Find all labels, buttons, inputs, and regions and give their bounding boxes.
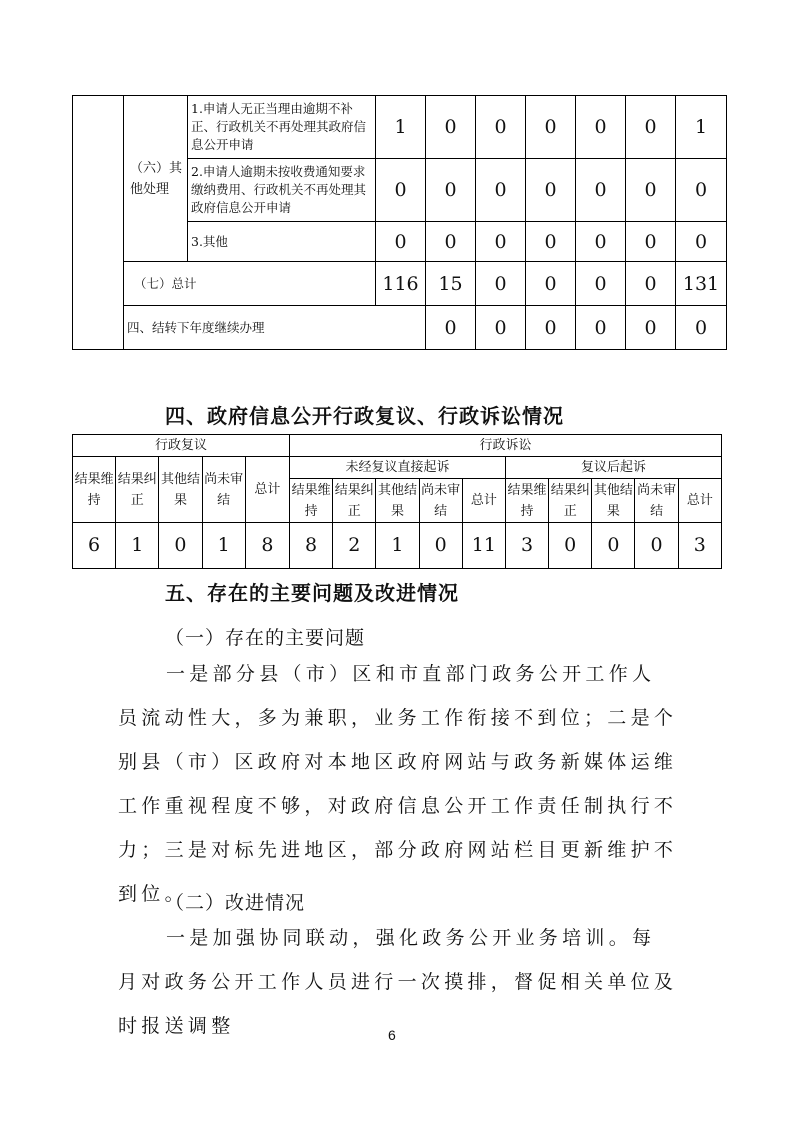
cell-value: 0 (626, 222, 676, 262)
cell-value: 0 (549, 523, 592, 569)
table-row (73, 96, 727, 159)
column-header: 其他结果 (159, 457, 202, 523)
subsection-1-title: （一）存在的主要问题 (165, 627, 366, 649)
cell-value: 131 (676, 262, 727, 306)
cell-value: 0 (476, 96, 526, 159)
cell-value: 8 (245, 523, 289, 569)
column-header: 总计 (245, 457, 289, 523)
category-label: （六）其他处理 (124, 96, 188, 262)
column-header: 尚未审结 (635, 479, 678, 523)
carry-row (73, 306, 727, 350)
total-label: （七）总计 (124, 262, 376, 306)
row-label: 2.申请人逾期未按收费通知要求缴纳费用、行政机关不再处理其政府信息公开申请 (188, 159, 376, 222)
cell-value: 0 (626, 262, 676, 306)
header-after: 复议后起诉 (505, 457, 721, 479)
table-row (73, 457, 722, 479)
cell-value: 0 (426, 306, 476, 350)
cell-value: 1 (376, 96, 426, 159)
header-review: 行政复议 (73, 435, 290, 457)
review-litigation-table (72, 434, 722, 569)
row-label: 1.申请人无正当理由逾期不补正、行政机关不再处理其政府信息公开申请 (188, 96, 376, 159)
cell-value: 0 (476, 222, 526, 262)
cell-value: 0 (376, 222, 426, 262)
cell-value: 15 (426, 262, 476, 306)
paragraph-improvements: 一是加强协同联动，强化政务公开业务培训。每月对政务公开工作人员进行一次摸排，督促相关单位及时报送调整 (118, 927, 678, 1037)
cell-value: 0 (576, 159, 626, 222)
cell-value: 0 (626, 159, 676, 222)
table-row (73, 523, 722, 569)
cell-value: 0 (526, 262, 576, 306)
section-5-title: 五、存在的主要问题及改进情况 (165, 581, 459, 605)
section-4-title: 四、政府信息公开行政复议、行政诉讼情况 (165, 404, 564, 428)
column-header: 结果纠正 (116, 457, 159, 523)
cell-value: 0 (576, 222, 626, 262)
cell-value: 3 (678, 523, 721, 569)
cell-value: 0 (476, 306, 526, 350)
row-label: 3.其他 (188, 222, 376, 262)
disposal-table (72, 95, 727, 350)
column-header: 结果纠正 (549, 479, 592, 523)
column-header: 其他结果 (376, 479, 419, 523)
column-header: 结果纠正 (333, 479, 376, 523)
column-header: 结果维持 (505, 479, 548, 523)
cell-value: 6 (73, 523, 116, 569)
cell-value: 0 (426, 159, 476, 222)
cell-value: 0 (526, 306, 576, 350)
cell-value: 0 (159, 523, 202, 569)
cell-value: 0 (376, 159, 426, 222)
cell-value: 3 (505, 523, 548, 569)
header-direct: 未经复议直接起诉 (289, 457, 505, 479)
cell-value: 8 (289, 523, 332, 569)
cell-value: 0 (526, 159, 576, 222)
column-header: 总计 (678, 479, 721, 523)
cell-value: 0 (576, 306, 626, 350)
cell-value: 0 (592, 523, 635, 569)
cell-value: 0 (526, 96, 576, 159)
cell-value: 0 (676, 306, 727, 350)
cell-value: 0 (635, 523, 678, 569)
cell-value: 1 (202, 523, 245, 569)
subsection-2-title: （二）改进情况 (165, 892, 306, 914)
header-litigation: 行政诉讼 (289, 435, 721, 457)
cell-value: 0 (676, 159, 727, 222)
cell-value: 0 (526, 222, 576, 262)
column-header: 结果维持 (73, 457, 116, 523)
cell-value: 0 (476, 159, 526, 222)
cell-value: 0 (419, 523, 462, 569)
column-header: 尚未审结 (419, 479, 462, 523)
blank-cell (73, 96, 124, 350)
column-header: 结果维持 (289, 479, 332, 523)
cell-value: 116 (376, 262, 426, 306)
cell-value: 11 (462, 523, 505, 569)
cell-value: 0 (426, 96, 476, 159)
paragraph-problems: 一是部分县（市）区和市直部门政务公开工作人员流动性大，多为兼职，业务工作衔接不到位；二是个别县（市）区政府对本地区政府网站与政务新媒体运维工作重视程度不够，对政府信息公开工作责任制执行不力；三是对标先进地区，部分政府网站栏目更新维护不到位。 (118, 663, 678, 905)
cell-value: 0 (626, 306, 676, 350)
page-number: 6 (388, 1027, 396, 1043)
cell-value: 1 (676, 96, 727, 159)
cell-value: 0 (476, 262, 526, 306)
column-header: 总计 (462, 479, 505, 523)
cell-value: 2 (333, 523, 376, 569)
total-row (73, 262, 727, 306)
column-header: 尚未审结 (202, 457, 245, 523)
cell-value: 0 (426, 222, 476, 262)
cell-value: 0 (626, 96, 676, 159)
cell-value: 0 (576, 96, 626, 159)
cell-value: 1 (116, 523, 159, 569)
table-row (73, 435, 722, 457)
cell-value: 0 (676, 222, 727, 262)
cell-value: 0 (576, 262, 626, 306)
carry-label: 四、结转下年度继续办理 (124, 306, 426, 350)
column-header: 其他结果 (592, 479, 635, 523)
cell-value: 1 (376, 523, 419, 569)
